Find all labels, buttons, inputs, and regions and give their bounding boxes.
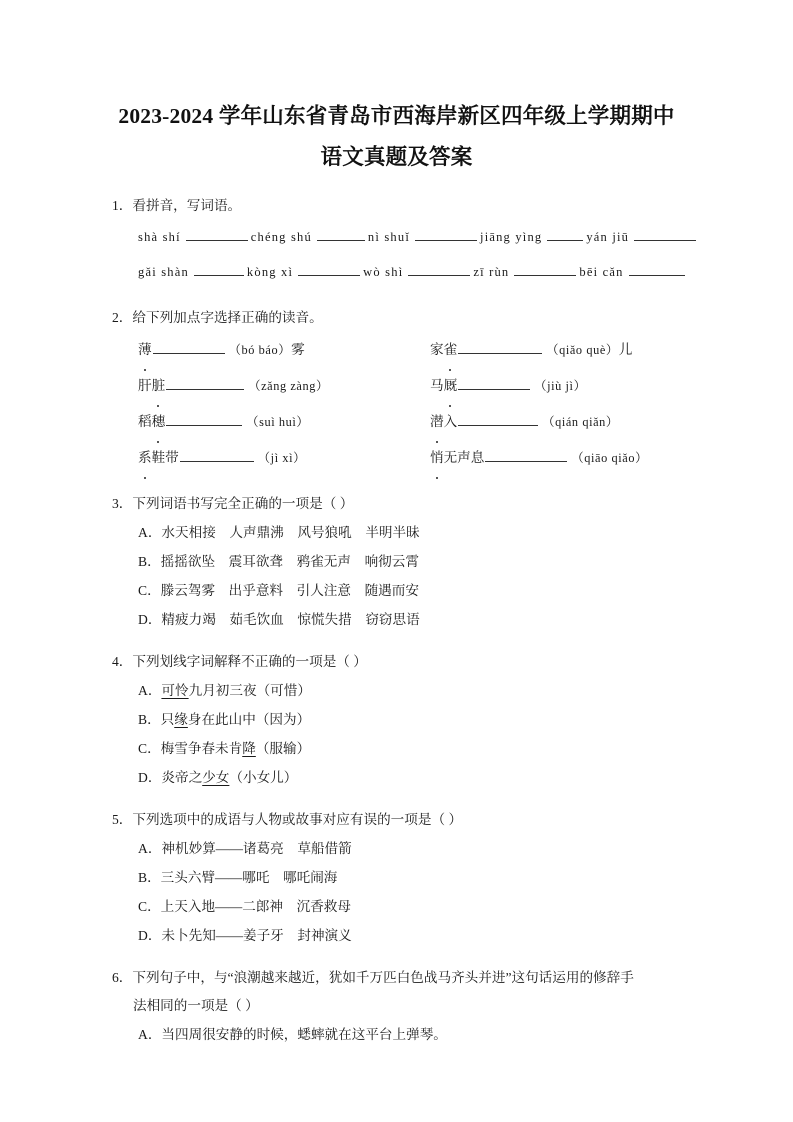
option-text-before: 梅雪争春未肯: [160, 741, 243, 756]
pinyin-text: chéng shú: [250, 230, 312, 244]
answer-blank[interactable]: [153, 340, 225, 354]
pinyin-choice-item: [430, 440, 703, 476]
pinyin-choices: （bó báo）: [228, 343, 292, 357]
question-4-stem-text: 下列划线字词解释不正确的一项是（ ）: [132, 654, 367, 669]
question-1-number: 1．: [112, 198, 133, 213]
pinyin-choices: （zǎng zàng）: [248, 379, 329, 393]
word-prefix: 马: [430, 378, 444, 393]
word-suffix: 鞋带: [151, 450, 179, 465]
dotted-character: 雀: [444, 332, 458, 368]
pinyin-choices: （qiǎo què）: [546, 343, 619, 357]
dotted-character: 系: [138, 440, 152, 476]
word-suffix: 无声息: [443, 450, 485, 465]
question-2-stem-text: 给下列加点字选择正确的读音。: [132, 310, 323, 325]
answer-blank[interactable]: [408, 263, 470, 276]
question-2-number: 2．: [112, 310, 133, 325]
word-prefix: 肝: [138, 378, 152, 393]
dotted-character: 脏: [152, 368, 166, 404]
question-3-number: 3．: [112, 496, 133, 511]
pinyin-choices: （qiāo qiǎo）: [571, 451, 648, 465]
question-4-number: 4．: [112, 654, 133, 669]
question-1-stem-text: 看拼音，写词语。: [132, 198, 242, 213]
pinyin-choice-item: [430, 332, 703, 368]
option-label: A．: [138, 683, 162, 698]
option-text: 当四周很安静的时候，蟋蟀就在这平台上弹琴。: [161, 1027, 447, 1042]
pinyin-item: [138, 230, 251, 244]
option-label: A．: [138, 525, 162, 540]
pinyin-item: [579, 265, 687, 279]
dotted-character: 厩: [444, 368, 458, 404]
pinyin-text: jiāng yìng: [480, 230, 543, 244]
option-text-after: （小女儿）: [229, 770, 298, 785]
pinyin-choices: （suì huì）: [246, 415, 310, 429]
question-1: [0, 192, 793, 290]
word-prefix: 家: [430, 342, 444, 357]
question-1-stem: [112, 192, 703, 220]
answer-blank[interactable]: [547, 228, 583, 241]
answer-blank[interactable]: [186, 228, 248, 241]
option-text: 上天入地——二郎神 沉香救母: [160, 899, 351, 914]
underlined-word: 降: [242, 741, 256, 756]
question-2: [0, 304, 793, 476]
option-c[interactable]: [112, 892, 703, 921]
answer-blank[interactable]: [317, 228, 365, 241]
option-text: 滕云驾雾 出乎意料 引人注意 随遇而安: [160, 583, 419, 598]
pinyin-text: shà shí: [138, 230, 181, 244]
question-6-options: [112, 1020, 703, 1049]
option-c[interactable]: [112, 734, 703, 763]
question-1-row-1: [112, 220, 703, 255]
option-a[interactable]: [112, 676, 703, 705]
word-tail: 儿: [618, 342, 633, 357]
pinyin-text: zī rùn: [473, 265, 510, 279]
option-text-after: 九月初三夜（可惜）: [188, 683, 311, 698]
question-3-options: [112, 518, 703, 634]
option-text: 未卜先知——姜子牙 封神演义: [161, 928, 352, 943]
question-2-stem: [112, 304, 703, 332]
option-label: C．: [138, 583, 161, 598]
question-6: [0, 964, 793, 1049]
dotted-character: 薄: [138, 332, 152, 368]
dotted-character: 穗: [152, 404, 166, 440]
option-label: C．: [138, 899, 161, 914]
option-label: B．: [138, 712, 161, 727]
underlined-word: 缘: [174, 712, 188, 727]
option-text: 水天相接 人声鼎沸 风号狼吼 半明半昧: [161, 525, 420, 540]
underlined-word: 可怜: [161, 683, 189, 698]
option-b[interactable]: [112, 547, 703, 576]
answer-blank[interactable]: [514, 263, 576, 276]
option-text-after: 身在此山中（因为）: [187, 712, 311, 727]
option-text-before: 只: [160, 712, 175, 727]
word-suffix: 入: [443, 414, 458, 429]
option-text: 神机妙算——诸葛亮 草船借箭: [161, 841, 352, 856]
pinyin-item: [138, 265, 247, 279]
answer-blank[interactable]: [458, 412, 538, 426]
question-5-number: 5．: [112, 812, 133, 827]
question-5: [0, 806, 793, 950]
question-4-stem: [112, 648, 703, 676]
question-3: [0, 490, 793, 634]
option-d[interactable]: [112, 921, 703, 950]
dotted-character: 潜: [430, 404, 444, 440]
pinyin-text: bēi cǎn: [579, 265, 624, 279]
option-a[interactable]: [112, 834, 703, 863]
pinyin-text: wò shì: [363, 265, 404, 279]
question-6-stem: [112, 964, 703, 992]
answer-blank[interactable]: [458, 376, 530, 390]
pinyin-choice-item: [138, 440, 430, 476]
pinyin-text: kòng xì: [246, 265, 294, 279]
answer-blank[interactable]: [180, 448, 254, 462]
question-4-options: [112, 676, 703, 792]
question-3-stem: [112, 490, 703, 518]
pinyin-item: [251, 230, 368, 244]
pinyin-choices: （qián qiǎn）: [542, 415, 619, 429]
answer-blank[interactable]: [458, 340, 542, 354]
question-6-stem-text: 下列句子中，与“浪潮越来越近，犹如千万匹白色战马齐头并进”这句话运用的修辞手: [132, 970, 634, 985]
answer-blank[interactable]: [166, 376, 244, 390]
option-b[interactable]: [112, 863, 703, 892]
pinyin-choices: （jiù jì）: [534, 379, 587, 393]
option-a[interactable]: [112, 1020, 703, 1049]
answer-blank[interactable]: [166, 412, 242, 426]
question-6-number: 6．: [112, 970, 133, 985]
answer-blank[interactable]: [485, 448, 567, 462]
question-5-stem-text: 下列选项中的成语与人物或故事对应有误的一项是（ ）: [132, 812, 463, 827]
option-text: 摇摇欲坠 震耳欲聋 鸦雀无声 响彻云霄: [160, 554, 419, 569]
option-label: D．: [138, 770, 162, 785]
question-6-stem-continued: 法相同的一项是（ ）: [133, 998, 259, 1013]
question-4: [0, 648, 793, 792]
option-label: B．: [138, 870, 161, 885]
answer-blank[interactable]: [415, 228, 477, 241]
pinyin-item: [368, 230, 480, 244]
page-title-line-1: 2023-2024 学年山东省青岛市西海岸新区四年级上学期期中: [118, 104, 675, 128]
pinyin-item: [247, 265, 363, 279]
pinyin-item: [480, 230, 586, 244]
question-5-stem: [112, 806, 703, 834]
question-5-options: [112, 834, 703, 950]
dotted-character: 悄: [430, 440, 444, 476]
pinyin-choices: （jì xì）: [257, 451, 307, 465]
option-text-after: （服输）: [255, 741, 311, 756]
pinyin-choice-item: [138, 332, 430, 368]
option-label: A．: [138, 841, 162, 856]
pinyin-text: gǎi shàn: [138, 265, 189, 279]
pinyin-item: [473, 265, 579, 279]
option-d[interactable]: [112, 763, 703, 792]
option-label: D．: [138, 928, 162, 943]
pinyin-choice-item: [138, 404, 430, 440]
option-label: A．: [138, 1027, 162, 1042]
page-title-line-2: 语文真题及答案: [320, 145, 473, 169]
pinyin-choice-item: [430, 368, 703, 404]
question-1-row-2: [112, 255, 703, 290]
answer-blank[interactable]: [194, 263, 244, 276]
pinyin-item: [363, 265, 473, 279]
option-b[interactable]: [112, 705, 703, 734]
question-3-stem-text: 下列词语书写完全正确的一项是（ ）: [132, 496, 354, 511]
option-a[interactable]: [112, 518, 703, 547]
option-label: D．: [138, 612, 162, 627]
word-prefix: 稻: [138, 414, 152, 429]
word-tail: 雾: [291, 342, 305, 357]
pinyin-text: yán jiū: [586, 230, 630, 244]
underlined-word: 少女: [202, 770, 230, 785]
page-title: [0, 0, 793, 178]
pinyin-item: [586, 230, 699, 244]
option-text: 三头六臂——哪吒 哪吒闹海: [160, 870, 338, 885]
answer-blank[interactable]: [634, 228, 696, 241]
option-label: C．: [138, 741, 161, 756]
option-d[interactable]: [112, 605, 703, 634]
option-text: 精疲力竭 茹毛饮血 惊慌失措 窃窃思语: [161, 612, 420, 627]
pinyin-text: nì shuǐ: [367, 230, 411, 244]
option-c[interactable]: [112, 576, 703, 605]
option-text-before: 炎帝之: [161, 770, 203, 785]
question-2-grid: [112, 332, 703, 476]
pinyin-choice-item: [138, 368, 430, 404]
pinyin-choice-item: [430, 404, 703, 440]
option-label: B．: [138, 554, 161, 569]
answer-blank[interactable]: [629, 263, 685, 276]
answer-blank[interactable]: [298, 263, 360, 276]
